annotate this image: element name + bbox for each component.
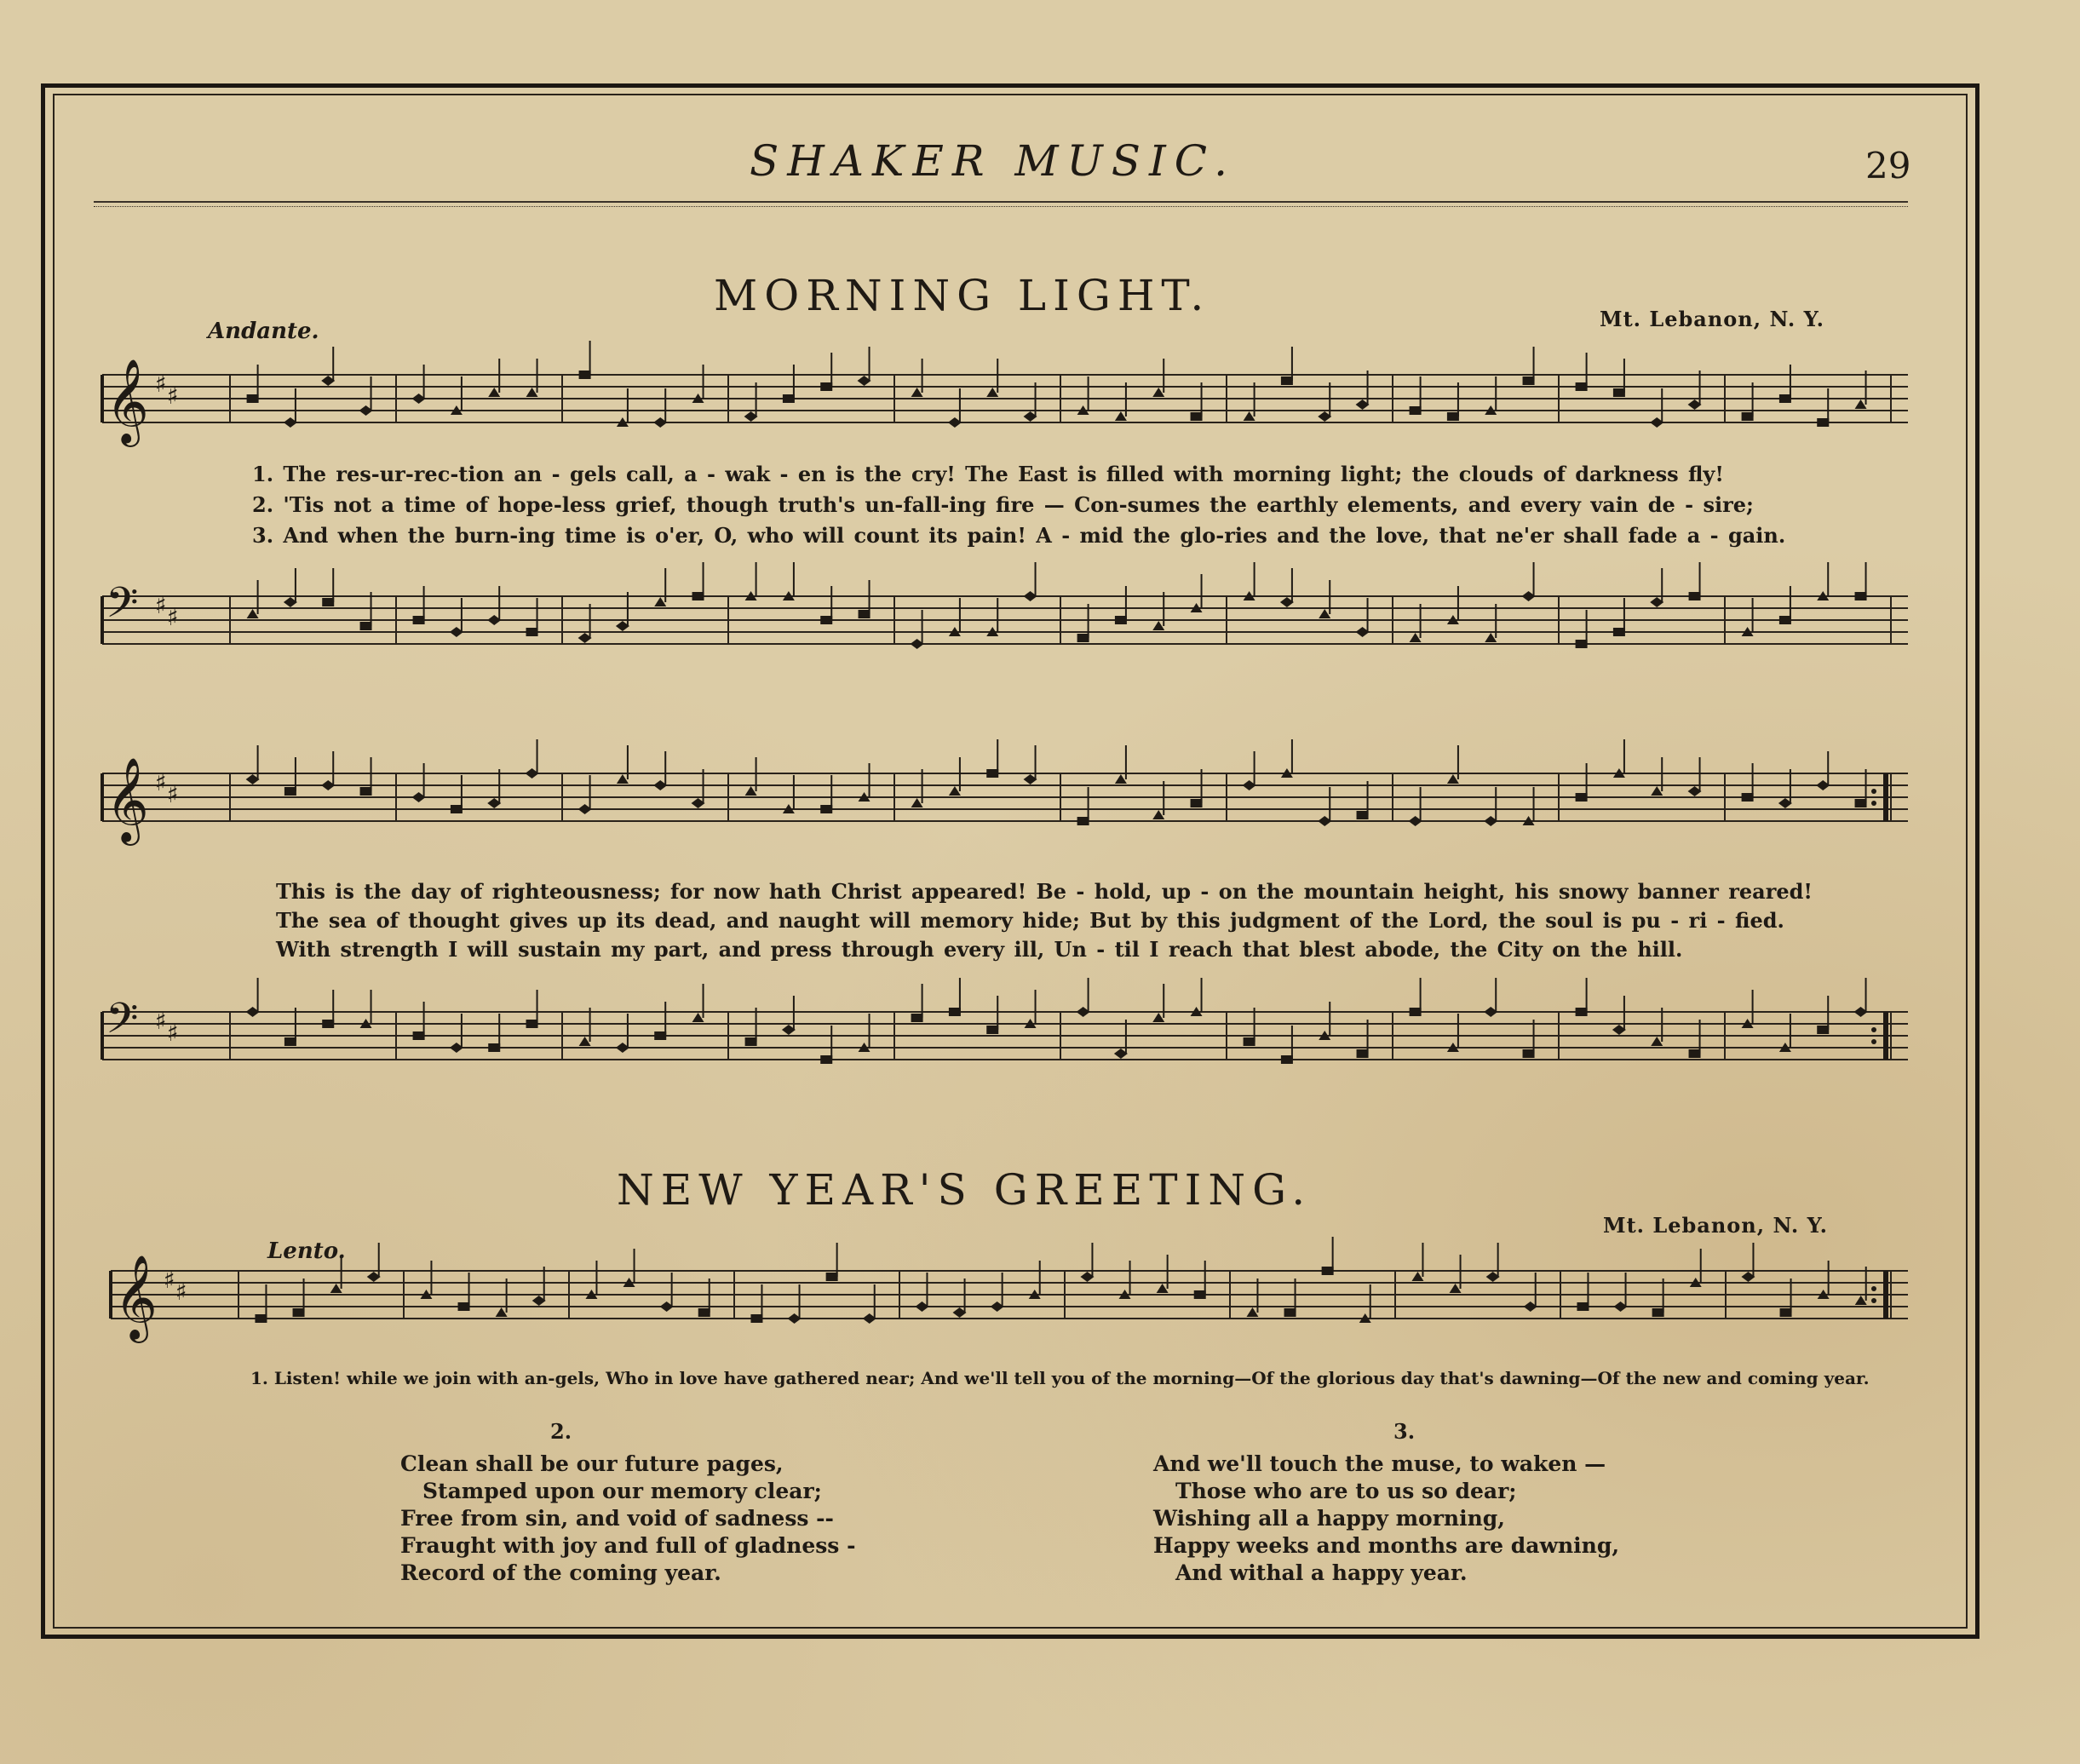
note bbox=[1485, 604, 1497, 642]
note bbox=[450, 598, 463, 637]
note bbox=[1119, 1261, 1131, 1299]
note bbox=[948, 388, 962, 428]
note bbox=[1742, 990, 1754, 1028]
note bbox=[247, 580, 259, 618]
note bbox=[1191, 382, 1203, 421]
note bbox=[1612, 996, 1626, 1035]
lyric-line: 1. Listen! while we join with an-gels, Who in love have gathered near; And we'll tell you of the morning—Of the glorious day that's dawning—Of the new and coming year. bbox=[250, 1368, 1870, 1388]
tempo-marking: Andante. bbox=[208, 319, 319, 344]
note bbox=[1523, 1020, 1535, 1058]
note bbox=[360, 592, 372, 630]
note bbox=[744, 382, 758, 422]
treble-clef: 𝄞 bbox=[106, 359, 149, 444]
note bbox=[360, 757, 372, 796]
note bbox=[1356, 598, 1370, 637]
note bbox=[1818, 1261, 1830, 1299]
note bbox=[911, 769, 923, 807]
song-title-morning-light: MORNING LIGHT. bbox=[714, 271, 1211, 320]
staff-lines bbox=[102, 375, 1908, 422]
note bbox=[487, 586, 501, 625]
note bbox=[863, 1284, 876, 1324]
header-rule bbox=[94, 201, 1908, 207]
note bbox=[1855, 769, 1867, 807]
note bbox=[1650, 388, 1663, 428]
note bbox=[820, 775, 832, 813]
note bbox=[1284, 1278, 1296, 1317]
note bbox=[1485, 376, 1497, 415]
note bbox=[1688, 371, 1702, 410]
note bbox=[692, 769, 705, 808]
note bbox=[1651, 1008, 1663, 1046]
note bbox=[1742, 382, 1754, 421]
key-signature: ♯ bbox=[167, 780, 179, 808]
key-signature: ♯ bbox=[164, 1266, 175, 1294]
stanza-line: Record of the coming year. bbox=[400, 1560, 721, 1585]
note bbox=[526, 598, 538, 636]
note bbox=[412, 365, 426, 404]
note bbox=[1651, 757, 1663, 796]
song-title-new-years-greeting: NEW YEAR'S GREETING. bbox=[617, 1165, 1313, 1215]
note bbox=[1779, 586, 1791, 624]
key-signature: ♯ bbox=[155, 1007, 167, 1035]
note bbox=[526, 990, 538, 1028]
note bbox=[1357, 1020, 1369, 1058]
note bbox=[330, 1255, 342, 1293]
note bbox=[911, 610, 924, 649]
note bbox=[359, 376, 373, 416]
note bbox=[986, 996, 998, 1034]
note bbox=[1779, 365, 1791, 403]
lyric-line: This is the day of righteousness; for now hath Christ appeared! Be - hold, up - on the mountain height, his snowy banner reared! bbox=[276, 879, 1813, 904]
note bbox=[1077, 604, 1089, 642]
note bbox=[859, 1014, 870, 1052]
note bbox=[653, 751, 667, 790]
note bbox=[1614, 1273, 1628, 1312]
note bbox=[820, 586, 832, 624]
note bbox=[1024, 382, 1037, 422]
key-signature: ♯ bbox=[155, 768, 167, 796]
note bbox=[1319, 1002, 1330, 1040]
note bbox=[1356, 371, 1370, 410]
note bbox=[412, 763, 426, 802]
note bbox=[1817, 996, 1829, 1034]
note bbox=[255, 1284, 267, 1323]
note bbox=[1613, 359, 1625, 397]
staff-treble bbox=[111, 1254, 1908, 1347]
note bbox=[1281, 1026, 1293, 1064]
note bbox=[820, 1026, 832, 1064]
stanza-number: 2. bbox=[550, 1419, 572, 1444]
note bbox=[745, 757, 757, 796]
stanza-number: 3. bbox=[1393, 1419, 1416, 1444]
note bbox=[450, 1014, 463, 1053]
note bbox=[859, 763, 870, 802]
note bbox=[1742, 598, 1754, 636]
staff-treble bbox=[102, 756, 1908, 850]
note bbox=[1742, 763, 1754, 802]
staff-lines bbox=[102, 596, 1908, 644]
note bbox=[1319, 580, 1330, 618]
note bbox=[660, 1273, 674, 1312]
note bbox=[1152, 359, 1164, 397]
note bbox=[420, 1261, 432, 1299]
stanza-line: Those who are to us so dear; bbox=[1175, 1479, 1517, 1503]
note bbox=[1577, 1273, 1589, 1311]
note bbox=[1688, 757, 1702, 796]
song-attribution: Mt. Lebanon, N. Y. bbox=[1600, 307, 1824, 331]
note bbox=[1613, 598, 1625, 636]
bass-clef: 𝄢 bbox=[106, 994, 139, 1054]
note bbox=[949, 757, 961, 796]
key-signature: ♯ bbox=[175, 1278, 187, 1306]
note bbox=[782, 996, 796, 1035]
note bbox=[532, 1267, 546, 1306]
note bbox=[1576, 610, 1588, 648]
note bbox=[1447, 382, 1459, 421]
key-signature: ♯ bbox=[167, 1019, 179, 1047]
note bbox=[1244, 1008, 1255, 1046]
key-signature: ♯ bbox=[167, 382, 179, 410]
note bbox=[360, 990, 372, 1028]
staff-lines bbox=[102, 1012, 1908, 1060]
note bbox=[1025, 990, 1037, 1028]
page-number: 29 bbox=[1865, 145, 1911, 187]
note bbox=[915, 1273, 928, 1312]
note bbox=[578, 775, 592, 814]
note bbox=[1194, 1261, 1206, 1299]
note bbox=[1523, 787, 1535, 825]
stanza-line: Wishing all a happy morning, bbox=[1153, 1506, 1505, 1531]
note bbox=[458, 1273, 470, 1311]
note bbox=[413, 1002, 425, 1040]
note bbox=[1447, 1014, 1459, 1052]
staff-lines bbox=[102, 773, 1908, 821]
note bbox=[1077, 787, 1089, 825]
note bbox=[1077, 376, 1089, 415]
note bbox=[487, 769, 501, 808]
lyric-line: With strength I will sustain my part, and press through every ill, Un - til I reach that blest abode, the City on the hill. bbox=[276, 937, 1683, 962]
note bbox=[745, 1008, 757, 1046]
key-signature: ♯ bbox=[167, 603, 179, 631]
note bbox=[991, 1273, 1004, 1312]
key-signature: ♯ bbox=[155, 591, 167, 619]
note bbox=[953, 1278, 967, 1318]
repeat-dot bbox=[1871, 789, 1876, 794]
note bbox=[1689, 1020, 1701, 1058]
staff-lines bbox=[111, 1271, 1908, 1319]
note bbox=[820, 353, 832, 391]
note bbox=[451, 376, 463, 415]
note bbox=[1855, 371, 1867, 409]
note bbox=[1410, 376, 1422, 415]
note bbox=[488, 1014, 500, 1052]
staff-treble bbox=[102, 358, 1908, 451]
treble-clef: 𝄞 bbox=[106, 757, 149, 842]
bass-clef: 𝄢 bbox=[106, 578, 139, 638]
note bbox=[1115, 382, 1127, 421]
note bbox=[1447, 586, 1459, 624]
note bbox=[617, 388, 629, 427]
lyric-line: 3. And when the burn-ing time is o'er, O, who will count its pain! A - mid the glo-ries and the love, that ne'er shall fade a - gain. bbox=[252, 523, 1786, 548]
note bbox=[1778, 769, 1792, 808]
note bbox=[496, 1278, 508, 1317]
note bbox=[653, 388, 667, 428]
note bbox=[1855, 1267, 1867, 1305]
note bbox=[1029, 1261, 1041, 1299]
note bbox=[783, 775, 795, 813]
note bbox=[1244, 382, 1255, 421]
note bbox=[247, 365, 259, 403]
stanza-line: Stamped upon our memory clear; bbox=[422, 1479, 822, 1503]
stanza-line: Fraught with joy and full of gladness - bbox=[400, 1533, 856, 1558]
note bbox=[986, 359, 998, 397]
note bbox=[783, 365, 795, 403]
note bbox=[1576, 353, 1588, 391]
note bbox=[1191, 574, 1203, 612]
note bbox=[1318, 382, 1331, 422]
note bbox=[911, 359, 923, 397]
repeat-dot bbox=[1871, 1286, 1876, 1291]
note bbox=[293, 1278, 305, 1317]
note bbox=[1191, 769, 1203, 807]
note bbox=[579, 1008, 591, 1046]
stanza-line: And withal a happy year. bbox=[1175, 1560, 1468, 1585]
song-attribution: Mt. Lebanon, N. Y. bbox=[1603, 1213, 1828, 1238]
note bbox=[526, 359, 538, 397]
note bbox=[1114, 1020, 1128, 1059]
note bbox=[1359, 1284, 1371, 1323]
lyric-line: 1. The res-ur-rec-tion an - gels call, a - wak - en is the cry! The East is filled with morning light; the clouds of darkness fly! bbox=[252, 462, 1724, 486]
note bbox=[1409, 787, 1422, 826]
note bbox=[1524, 1273, 1537, 1312]
note bbox=[585, 1261, 597, 1299]
tempo-marking: Lento. bbox=[267, 1238, 346, 1264]
note bbox=[986, 598, 998, 636]
note bbox=[616, 1014, 629, 1053]
note bbox=[616, 592, 629, 631]
lyric-line: The sea of thought gives up its dead, and naught will memory hide; But by this judgment of the Lord, the soul is pu - ri - fied. bbox=[276, 908, 1784, 933]
note bbox=[322, 990, 334, 1028]
treble-clef: 𝄞 bbox=[114, 1255, 158, 1340]
note bbox=[1357, 781, 1369, 819]
note bbox=[1152, 781, 1164, 819]
note bbox=[321, 751, 335, 790]
note bbox=[1690, 1249, 1702, 1287]
note bbox=[1157, 1255, 1169, 1293]
stanza-line: Free from sin, and void of sadness -- bbox=[400, 1506, 834, 1531]
stanza-line: Clean shall be our future pages, bbox=[400, 1451, 784, 1476]
note bbox=[1817, 388, 1829, 427]
note bbox=[654, 1002, 666, 1040]
note bbox=[284, 388, 297, 428]
repeat-dot bbox=[1871, 801, 1876, 806]
note bbox=[1484, 787, 1497, 826]
stanza-line: And we'll touch the muse, to waken — bbox=[1153, 1451, 1606, 1476]
note bbox=[750, 1284, 762, 1323]
note bbox=[451, 775, 463, 813]
running-header: SHAKER MUSIC. bbox=[750, 136, 1237, 186]
note bbox=[284, 757, 296, 796]
note bbox=[488, 359, 500, 397]
staff-bass bbox=[102, 995, 1908, 1089]
note bbox=[1410, 604, 1422, 642]
note bbox=[1318, 787, 1331, 826]
key-signature: ♯ bbox=[155, 370, 167, 398]
note bbox=[1243, 751, 1256, 790]
note bbox=[1779, 1014, 1791, 1052]
repeat-dot bbox=[1871, 1298, 1876, 1303]
note bbox=[949, 598, 961, 636]
staff-bass bbox=[102, 579, 1908, 673]
note bbox=[413, 586, 425, 624]
note bbox=[788, 1284, 802, 1324]
lyric-line: 2. 'Tis not a time of hope-less grief, though truth's un-fall-ing fire — Con-sumes the earthly elements, and every vain de - sire; bbox=[252, 492, 1754, 517]
note bbox=[1576, 763, 1588, 802]
note bbox=[284, 1008, 296, 1046]
repeat-dot bbox=[1871, 1027, 1876, 1032]
note bbox=[1780, 1278, 1792, 1317]
note bbox=[578, 604, 592, 643]
note bbox=[1816, 751, 1830, 790]
note bbox=[1152, 592, 1164, 630]
stanza-line: Happy weeks and months are dawning, bbox=[1153, 1533, 1620, 1558]
note bbox=[698, 1278, 710, 1317]
note bbox=[1652, 1278, 1664, 1317]
note bbox=[859, 580, 870, 618]
note bbox=[623, 1249, 635, 1287]
note bbox=[1450, 1255, 1462, 1293]
note bbox=[692, 365, 704, 403]
note bbox=[1115, 586, 1127, 624]
note bbox=[1246, 1278, 1258, 1317]
repeat-dot bbox=[1871, 1039, 1876, 1044]
